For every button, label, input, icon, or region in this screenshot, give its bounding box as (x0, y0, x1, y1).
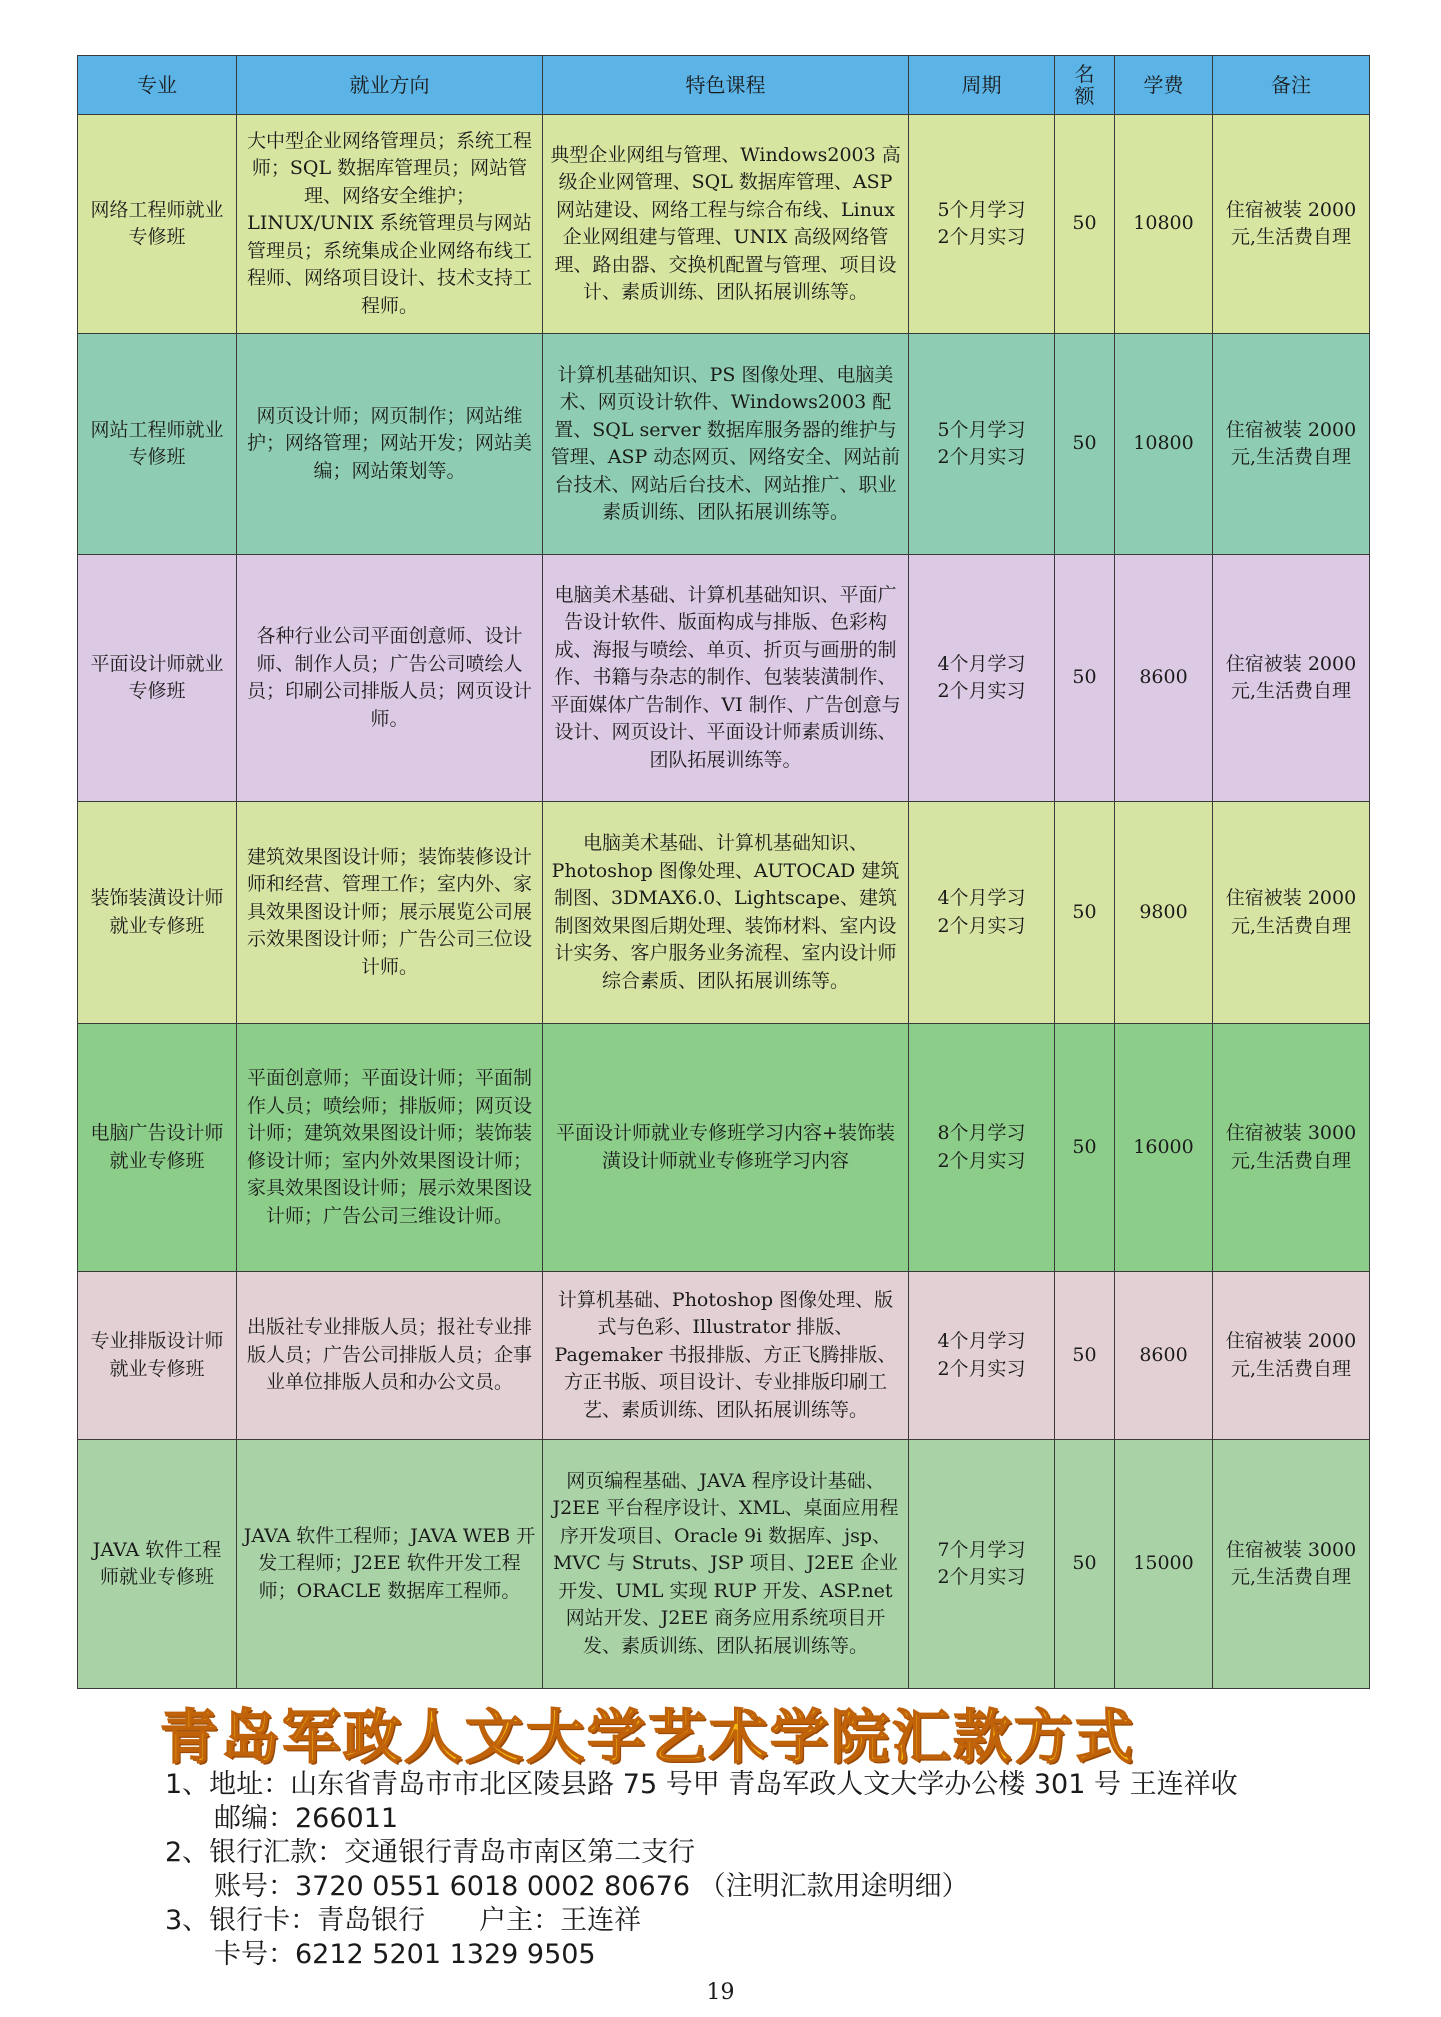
table-row (78, 1024, 1370, 1272)
period-intern: 2个月实习 (937, 226, 1026, 248)
table-row (78, 115, 1370, 334)
period-study: 8个月学习 (937, 1122, 1026, 1144)
period-intern: 2个月实习 (937, 446, 1026, 468)
period-study: 5个月学习 (937, 418, 1026, 441)
cell-period (909, 1024, 1055, 1272)
cell-jobs: 网页设计师；网页制作；网站维护；网络管理；网站开发；网站美编；网站策划等。 (237, 334, 543, 555)
cell-fee: 10800 (1115, 334, 1213, 555)
cell-quota: 50 (1055, 1024, 1115, 1272)
cell-fee: 15000 (1115, 1440, 1213, 1689)
cell-quota: 50 (1055, 334, 1115, 555)
cell-fee: 8600 (1115, 555, 1213, 802)
table-row (78, 1272, 1370, 1440)
cell-major: 网站工程师就业专修班 (78, 334, 237, 555)
cell-note: 住宿被装 2000 元,生活费自理 (1213, 334, 1370, 555)
payment-title: 青岛军政人文大学艺术学院汇款方式 (160, 1703, 1137, 1771)
cell-courses: 平面设计师就业专修班学习内容+装饰装潢设计师就业专修班学习内容 (543, 1024, 909, 1272)
header-jobs: 就业方向 (237, 56, 543, 115)
header-courses: 特色课程 (543, 56, 909, 115)
cell-fee: 16000 (1115, 1024, 1213, 1272)
payment-card-number: 卡号：6212 5201 1329 9505 (214, 1939, 596, 1970)
course-table (77, 55, 1370, 1689)
cell-major: JAVA 软件工程师就业专修班 (78, 1440, 237, 1689)
period-study: 7个月学习 (937, 1538, 1026, 1561)
cell-quota: 50 (1055, 115, 1115, 334)
cell-courses: 典型企业网组与管理、Windows2003 高级企业网管理、SQL 数据库管理、ASP 网站建设、网络工程与综合布线、Linux 企业网组建与管理、UNIX 高级网络管理、路由器、交换机配置与管理、项目设计、素质训练、团队拓展训练等。 (543, 115, 909, 334)
header-major: 专业 (78, 56, 237, 115)
cell-major: 网络工程师就业专修班 (78, 115, 237, 334)
payment-bank: 2、银行汇款：交通银行青岛市南区第二支行 (165, 1837, 696, 1868)
cell-jobs: 建筑效果图设计师；装饰装修设计师和经营、管理工作；室内外、家具效果图设计师；展示展览公司展示效果图设计师；广告公司三位设计师。 (237, 802, 543, 1024)
cell-courses: 电脑美术基础、计算机基础知识、Photoshop 图像处理、AUTOCAD 建筑制图、3DMAX6.0、Lightscape、建筑制图效果图后期处理、装饰材料、室内设计实务、客户服务业务流程、室内设计师综合素质、团队拓展训练等。 (543, 802, 909, 1024)
cell-courses: 计算机基础知识、PS 图像处理、电脑美术、网页设计软件、Windows2003 配置、SQL server 数据库服务器的维护与管理、ASP 动态网页、网络安全、网站前台技术、网站后台技术、网站推广、职业素质训练、团队拓展训练等。 (543, 334, 909, 555)
cell-quota: 50 (1055, 555, 1115, 802)
table-row (78, 1440, 1370, 1689)
cell-fee: 9800 (1115, 802, 1213, 1024)
cell-jobs: 平面创意师；平面设计师；平面制作人员；喷绘师；排版师；网页设计师；建筑效果图设计师；装饰装修设计师；室内外效果图设计师；家具效果图设计师；展示效果图设计师；广告公司三维设计师。 (237, 1024, 543, 1272)
table-row (78, 802, 1370, 1024)
cell-major: 电脑广告设计师就业专修班 (78, 1024, 237, 1272)
cell-note: 住宿被装 2000 元,生活费自理 (1213, 802, 1370, 1024)
cell-jobs: 各种行业公司平面创意师、设计师、制作人员；广告公司喷绘人员；印刷公司排版人员；网页设计师。 (237, 555, 543, 802)
header-fee: 学费 (1115, 56, 1213, 115)
cell-quota: 50 (1055, 1440, 1115, 1689)
period-intern: 2个月实习 (937, 1149, 1026, 1172)
cell-period (909, 115, 1055, 334)
page-number: 19 (706, 1980, 735, 2005)
payment-account: 账号：3720 0551 6018 0002 80676 （注明汇款用途明细） (214, 1871, 969, 1902)
cell-note: 住宿被装 2000 元,生活费自理 (1213, 1272, 1370, 1440)
cell-jobs: JAVA 软件工程师；JAVA WEB 开发工程师；J2EE 软件开发工程师；ORACLE 数据库工程师。 (237, 1440, 543, 1689)
period-intern: 2个月实习 (937, 1566, 1026, 1588)
header-quota: 名额 (1055, 56, 1115, 115)
table-row (78, 334, 1370, 555)
cell-note: 住宿被装 3000 元,生活费自理 (1213, 1024, 1370, 1272)
cell-quota: 50 (1055, 802, 1115, 1024)
cell-major: 专业排版设计师就业专修班 (78, 1272, 237, 1440)
period-intern: 2个月实习 (937, 1357, 1026, 1380)
table-row (78, 555, 1370, 802)
period-study: 5个月学习 (937, 198, 1026, 221)
cell-courses: 计算机基础、Photoshop 图像处理、版式与色彩、Illustrator 排版、Pagemaker 书报排版、方正飞腾排版、方正书版、项目设计、专业排版印刷工艺、素质训练、团队拓展训练等。 (543, 1272, 909, 1440)
header-period: 周期 (909, 56, 1055, 115)
cell-period (909, 802, 1055, 1024)
period-study: 4个月学习 (937, 1330, 1026, 1352)
period-study: 4个月学习 (937, 887, 1026, 909)
cell-fee: 10800 (1115, 115, 1213, 334)
cell-note: 住宿被装 3000 元,生活费自理 (1213, 1440, 1370, 1689)
cell-courses: 电脑美术基础、计算机基础知识、平面广告设计软件、版面构成与排版、色彩构成、海报与喷绘、单页、折页与画册的制作、书籍与杂志的制作、包装装潢制作、平面媒体广告制作、VI 制作、广告创意与设计、网页设计、平面设计师素质训练、团队拓展训练等。 (543, 555, 909, 802)
cell-major: 装饰装潢设计师就业专修班 (78, 802, 237, 1024)
period-intern: 2个月实习 (937, 914, 1026, 937)
cell-fee: 8600 (1115, 1272, 1213, 1440)
cell-jobs: 大中型企业网络管理员；系统工程师；SQL 数据库管理员；网站管理、网络安全维护；LINUX/UNIX 系统管理员与网站管理员；系统集成企业网络布线工程师、网络项目设计、技术支持工程师。 (237, 115, 543, 334)
cell-period (909, 555, 1055, 802)
cell-quota: 50 (1055, 1272, 1115, 1440)
cell-courses: 网页编程基础、JAVA 程序设计基础、J2EE 平台程序设计、XML、桌面应用程序开发项目、Oracle 9i 数据库、jsp、MVC 与 Struts、JSP 项目、J2EE 企业开发、UML 实现 RUP 开发、ASP.net 网站开发、J2EE 商务应用系统项目开发、素质训练、团队拓展训练等。 (543, 1440, 909, 1689)
cell-jobs: 出版社专业排版人员；报社专业排版人员；广告公司排版人员；企事业单位排版人员和办公文员。 (237, 1272, 543, 1440)
cell-period (909, 1272, 1055, 1440)
payment-card: 3、银行卡：青岛银行 户主：王连祥 (165, 1905, 642, 1936)
cell-period (909, 1440, 1055, 1689)
payment-zip: 邮编：266011 (214, 1803, 399, 1834)
cell-note: 住宿被装 2000 元,生活费自理 (1213, 115, 1370, 334)
cell-note: 住宿被装 2000 元,生活费自理 (1213, 555, 1370, 802)
cell-major: 平面设计师就业专修班 (78, 555, 237, 802)
table-header-row (78, 56, 1370, 115)
period-study: 4个月学习 (937, 652, 1026, 675)
payment-details (165, 1768, 1238, 1972)
period-intern: 2个月实习 (937, 680, 1026, 702)
payment-address: 1、地址：山东省青岛市市北区陵县路 75 号甲 青岛军政人文大学办公楼 301 号 王连祥收 (165, 1769, 1238, 1800)
cell-period (909, 334, 1055, 555)
header-note: 备注 (1213, 56, 1370, 115)
